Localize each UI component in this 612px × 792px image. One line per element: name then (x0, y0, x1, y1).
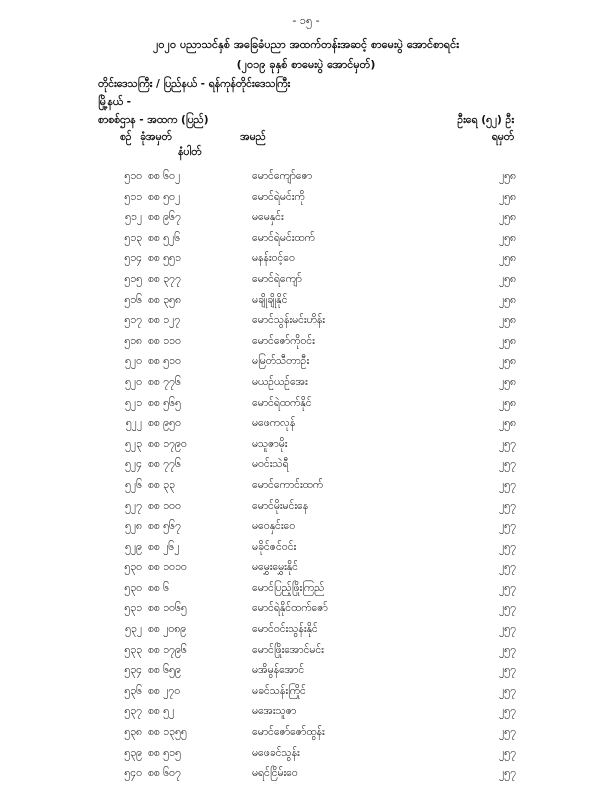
table-row (0, 561, 612, 582)
roll-number: စစ ၆၀၂ (148, 170, 181, 182)
roll-number: စစ ၅၂ (148, 705, 175, 718)
marks-value: ၂၅၈ (498, 293, 516, 306)
marks-value: ၂၅၇ (499, 478, 516, 491)
roll-number: စစ ၅၅၁ (148, 252, 181, 265)
table-row (0, 541, 612, 562)
roll-number: စစ ၁၇၉၀ (148, 437, 187, 450)
table-row (0, 273, 612, 294)
roll-number: စစ ၆၀၇ (148, 767, 181, 780)
serial-number: ၅၄၀ (124, 767, 142, 780)
roll-number: စစ ၁၃၅၅ (148, 726, 187, 739)
roll-number: စစ ၉၆၇ (148, 211, 181, 224)
marks-value: ၂၅၇ (499, 561, 516, 574)
serial-number: ၅၂၄ (125, 458, 142, 471)
marks-value: ၂၅၇ (499, 581, 516, 594)
marks-value: ၂၅၇ (499, 705, 516, 718)
total-count: ဦးရေ (၅၂) ဦး (457, 114, 514, 126)
table-row (0, 767, 612, 788)
student-name: မဖေခင်သွန်း (252, 746, 300, 759)
table-row (0, 252, 612, 273)
serial-number: ၅၃၃ (124, 643, 142, 656)
marks-value: ၂၅၇ (499, 602, 516, 615)
marks-value: ၂၅၈ (498, 190, 516, 203)
student-name: မောင်ပြည့်ဖြိုးကြည် (252, 581, 325, 594)
marks-value: ၂၅၈ (498, 375, 516, 388)
serial-number: ၅၁၅ (124, 272, 142, 285)
student-name: မချိုချိုနိုင် (252, 293, 288, 306)
serial-number: ၅၃၈ (124, 726, 142, 739)
marks-value: ၂၅၈ (498, 252, 516, 265)
student-name: မယဉ်ယဉ်အေး (252, 375, 308, 388)
student-name: မအိမွန်အောင် (252, 664, 305, 677)
student-name: မောင်မိုးမင်းနေ (252, 499, 309, 512)
student-name: မောင်ရဲနိုင်ထက်ဇော် (252, 602, 328, 615)
table-row (0, 211, 612, 232)
marks-value: ၂၅၈ (498, 314, 516, 327)
student-name: မောင်ဖြိုးအောင်မင်း (252, 643, 324, 656)
table-row (0, 520, 612, 541)
table-row (0, 705, 612, 726)
serial-number: ၅၂၉ (125, 540, 142, 553)
student-name: မမြတ်သီတာဦး (252, 355, 310, 368)
student-name: မောင်သွန်းမင်းဟိန်း (252, 314, 325, 327)
marks-value: ၂၅၇ (499, 643, 516, 656)
roll-number: စစ ၇၇၆ (148, 458, 181, 471)
marks-value: ၂၅၈ (498, 334, 516, 347)
student-name: မောင်ရဲမင်းကို (252, 190, 305, 203)
table-row (0, 170, 612, 191)
marks-value: ၂၅၈ (498, 272, 516, 285)
table-row (0, 294, 612, 315)
roll-number: စစ ၅၁၅ (148, 746, 181, 759)
serial-number: ၅၃၆ (124, 684, 142, 697)
student-name: မမွှေးမွှေးနိုင် (252, 561, 298, 574)
marks-value: ၂၅၇ (499, 684, 516, 697)
student-name: မောင်ရဲကျော် (252, 272, 302, 285)
roll-number: စစ ၉၅၀ (148, 417, 181, 430)
table-row (0, 191, 612, 212)
marks-value: ၂၅၈ (498, 170, 516, 182)
serial-number: ၅၃၁ (124, 602, 142, 615)
serial-number: ၅၃၄ (124, 664, 142, 677)
roll-number: စစ ၂၀၈၉ (148, 623, 187, 636)
student-name: မမေနှင်း (252, 211, 284, 224)
table-row (0, 232, 612, 253)
student-name: မခင်သန်းကြိုင် (252, 684, 306, 697)
student-name: မအေးသူဇာ (252, 705, 297, 718)
serial-number: ၅၂၆ (125, 478, 142, 491)
serial-number: ၅၁၀ (124, 170, 142, 182)
serial-number: ၅၂၂ (125, 417, 142, 430)
student-name: မနန်းဝင့်ဝေ (252, 252, 295, 265)
serial-number: ၅၂၁ (125, 396, 142, 409)
table-row (0, 623, 612, 644)
marks-value: ၂၅၈ (498, 231, 516, 244)
table-row (0, 602, 612, 623)
student-name: မောင်ဇော်ကိုဝင်း (252, 334, 315, 347)
serial-number: ၅၃၀ (124, 561, 142, 574)
exam-center: စာစစ်ဌာန - အထက (ပြည်) (98, 114, 209, 126)
roll-number: စစ ၅၂၆ (148, 231, 181, 244)
marks-value: ၂၅၈ (498, 417, 516, 430)
roll-number: စစ ၁၀၁၀ (148, 561, 187, 574)
marks-value: ၂၅၇ (499, 437, 516, 450)
township-line: မြို့နယ် - (98, 96, 132, 108)
marks-value: ၂၅၇ (499, 726, 516, 739)
document-title: ၂၀၂၀ ပညာသင်နှစ် အခြေခံပညာ အထက်တန်းအဆင့် စာမေးပွဲ အောင်စာရင်း (152, 38, 460, 51)
marks-value: ၂၅၇ (499, 520, 516, 533)
serial-number: ၅၃၇ (124, 705, 142, 718)
table-row (0, 685, 612, 706)
marks-value: ၂၅၇ (499, 767, 516, 780)
table-row (0, 747, 612, 768)
roll-number: စစ ၃၃ (148, 478, 175, 491)
student-name: မောင်ဝင်းသွန်းနိုင် (252, 623, 318, 636)
serial-number: ၅၂၀ (125, 355, 142, 368)
table-row (0, 479, 612, 500)
marks-value: ၂၅၇ (499, 458, 516, 471)
roll-number: စစ ၆၅၉ (148, 664, 181, 677)
table-row (0, 438, 612, 459)
serial-number: ၅၁၁ (124, 190, 142, 203)
serial-number: ၅၁၂ (125, 211, 142, 224)
serial-number: ၅၁၆ (124, 293, 142, 306)
marks-value: ၂၅၇ (499, 540, 516, 553)
serial-number: ၅၃၀ (124, 581, 142, 594)
roll-number: စစ ၂၆၂ (148, 540, 180, 553)
table-row (0, 664, 612, 685)
table-row (0, 458, 612, 479)
region-line: တိုင်းဒေသကြီး / ပြည်နယ် - ရန်ကုန်တိုင်းဒေသကြီး (98, 78, 291, 90)
page-number: - ၁၅ - (292, 14, 320, 27)
student-name: မောင်ရဲထက်နိုင် (252, 396, 312, 409)
student-name: မဝင်းသဲရီ (252, 458, 289, 471)
student-name: မဖေကလုန် (252, 417, 296, 430)
serial-number: ၅၁၈ (124, 334, 142, 347)
roll-number: စစ ၅၆၇ (148, 520, 181, 533)
student-name: မောင်ဇော်ဇော်ထွန်း (252, 726, 325, 739)
serial-number: ၅၂၇ (125, 499, 142, 512)
serial-number: ၅၃၂ (125, 623, 142, 636)
student-name: မောင်ကောင်းထက် (252, 478, 324, 491)
table-row (0, 500, 612, 521)
roll-number: စစ ၅၆၅ (148, 396, 181, 409)
student-name: မရင်ငြိမ်းဝေ (252, 767, 298, 780)
table-row (0, 397, 612, 418)
marks-value: ၂၅၈ (498, 211, 516, 224)
serial-number: ၅၁၇ (124, 314, 142, 327)
roll-number: စစ ၅၁၀ (148, 355, 181, 368)
marks-value: ၂၅၇ (499, 746, 516, 759)
serial-number: ၅၂၈ (124, 520, 142, 533)
roll-number: စစ ၆ (148, 581, 170, 594)
roll-number: စစ ၁၂၇ (148, 314, 181, 327)
document-subtitle: (၂၀၁၉ ခုနှစ် စာမေးပွဲ အောင်မှတ်) (236, 58, 376, 71)
table-row (0, 644, 612, 665)
results-list (0, 170, 612, 788)
table-row (0, 335, 612, 356)
roll-number: စစ ၃၅၈ (148, 293, 181, 306)
student-name: မသူဇာမိုး (252, 437, 288, 450)
header-serial: စဉ် (120, 131, 132, 143)
roll-number: စစ ၅၀၂ (148, 190, 181, 203)
student-name: မောင်ရဲမင်းထက် (252, 231, 315, 244)
table-row (0, 376, 612, 397)
table-row (0, 355, 612, 376)
student-name: မဝေနှင်းဝေ (252, 520, 296, 533)
marks-value: ၂၅၇ (499, 623, 516, 636)
table-row (0, 314, 612, 335)
table-row (0, 582, 612, 603)
roll-number: စစ ၃၇၇ (148, 272, 181, 285)
student-name: မခိုင်ဇင်ဝင်း (252, 540, 297, 553)
table-row (0, 417, 612, 438)
table-row (0, 726, 612, 747)
student-name: မောင်ကျော်ဇော (252, 170, 313, 182)
marks-value: ၂၅၈ (498, 355, 516, 368)
marks-value: ၂၅၇ (499, 664, 516, 677)
roll-number: စစ ၁၀၆၅ (148, 602, 187, 615)
header-marks: ရမှတ် (491, 131, 514, 143)
serial-number: ၅၂၀ (125, 375, 142, 388)
roll-number: စစ ၁၇၉၆ (148, 643, 187, 656)
roll-number: စစ ၁၀၀ (148, 499, 181, 512)
serial-number: ၅၁၄ (124, 252, 142, 265)
serial-number: ၅၃၉ (124, 746, 142, 759)
roll-number: စစ ၇၇၆ (148, 375, 181, 388)
roll-number: စစ ၂၇၀ (148, 684, 181, 697)
serial-number: ၅၁၃ (124, 231, 142, 244)
marks-value: ၂၅၈ (498, 396, 516, 409)
marks-value: ၂၅၇ (499, 499, 516, 512)
serial-number: ၅၂၃ (125, 437, 142, 450)
header-name: အမည် (240, 131, 266, 143)
roll-number: စစ ၁၁၀ (148, 334, 181, 347)
header-roll-number-line2: နံပါတ် (178, 146, 202, 158)
header-roll-number: ခုံအမှတ် (140, 131, 172, 143)
